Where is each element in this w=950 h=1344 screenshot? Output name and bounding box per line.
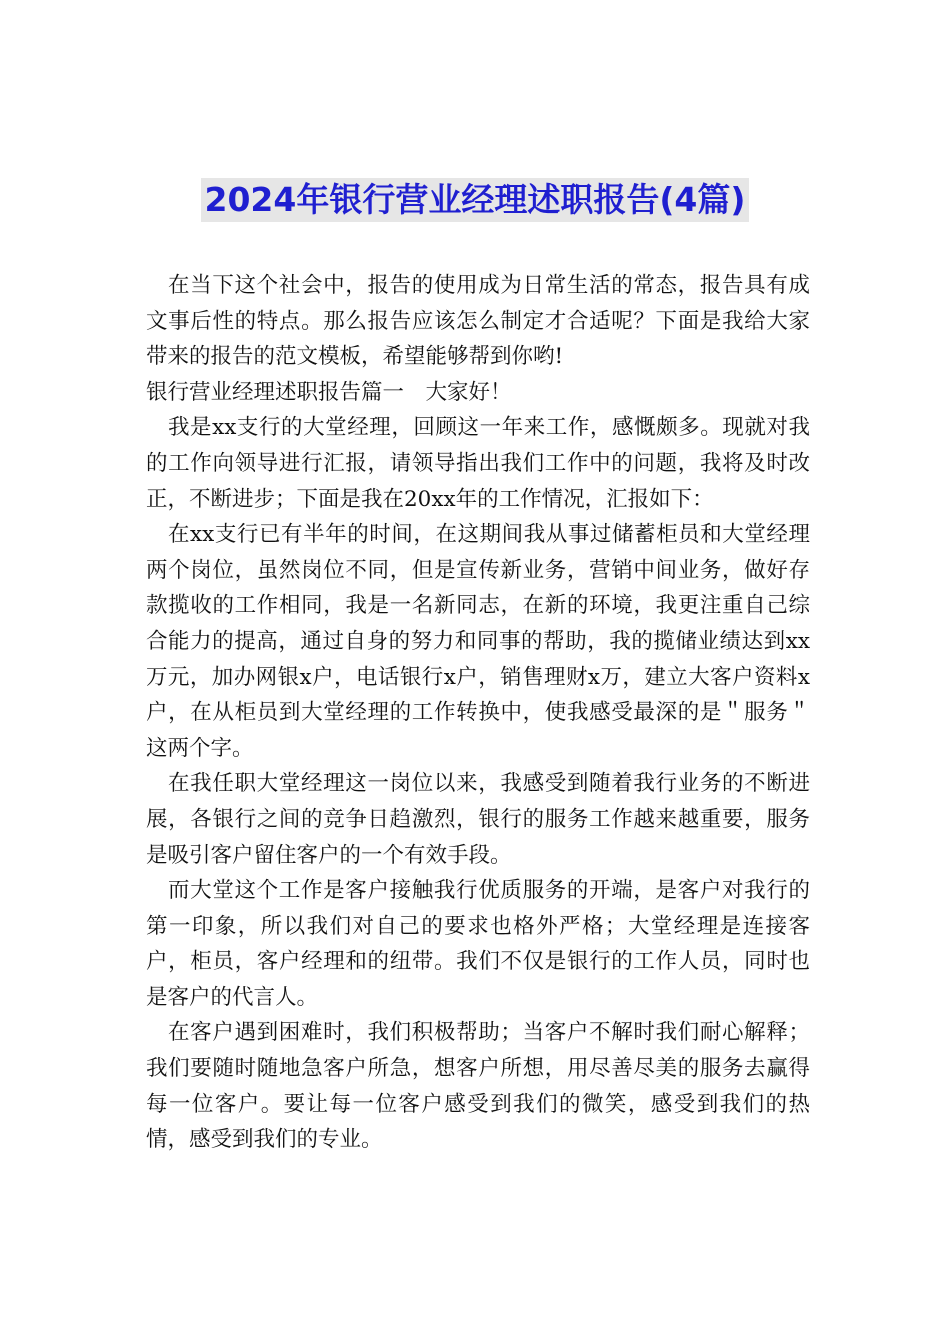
paragraph-customer-service: 在客户遇到困难时，我们积极帮助；当客户不解时我们耐心解释；我们要随时随地急客户所急，想客户所想，用尽善尽美的服务去赢得每一位客户。要让每一位客户感受到我们的微笑，感受到我们的热情，感受到我们的专业。 [146, 1020, 810, 1153]
paragraph-lobby-role: 而大堂这个工作是客户接触我行优质服务的开端，是客户对我行的第一印象，所以我们对自己的要求也格外严格；大堂经理是连接客户，柜员，客户经理和的纽带。我们不仅是银行的工作人员，同时也是客户的代言人。 [146, 878, 810, 1010]
paragraph-work-summary: 在xx支行已有半年的时间，在这期间我从事过储蓄柜员和大堂经理两个岗位，虽然岗位不同，但是宣传新业务，营销中间业务，做好存款揽收的工作相同，我是一名新同志，在新的环境，我更注重自己综合能力的提高，通过自身的努力和同事的帮助，我的揽储业绩达到xx万元，加办网银x户，电话银行x户，销售理财x万，建立大客户资料x户，在从柜员到大堂经理的工作转换中，使我感受最深的是＂服务＂这两个字。 [146, 522, 810, 761]
paragraph-competition: 在我任职大堂经理这一岗位以来，我感受到随着我行业务的不断进展，各银行之间的竞争日趋激烈，银行的服务工作越来越重要，服务是吸引客户留住客户的一个有效手段。 [146, 771, 810, 868]
paragraph-self-intro: 我是xx支行的大堂经理，回顾这一年来工作，感慨颇多。现就对我的工作向领导进行汇报，请领导指出我们工作中的问题，我将及时改正，不断进步；下面是我在20xx年的工作情况，汇报如下： [146, 415, 810, 512]
document-title: 2024年银行营业经理述职报告(4篇) [201, 178, 750, 222]
title-wrapper [0, 178, 950, 222]
paragraph-section-heading: 银行营业经理述职报告篇一 大家好！ [146, 379, 512, 405]
paragraph-intro: 在当下这个社会中，报告的使用成为日常生活的常态，报告具有成文事后性的特点。那么报告应该怎么制定才合适呢？下面是我给大家带来的报告的范文模板，希望能够帮到你哟! [146, 273, 810, 370]
document-body [146, 268, 810, 1158]
